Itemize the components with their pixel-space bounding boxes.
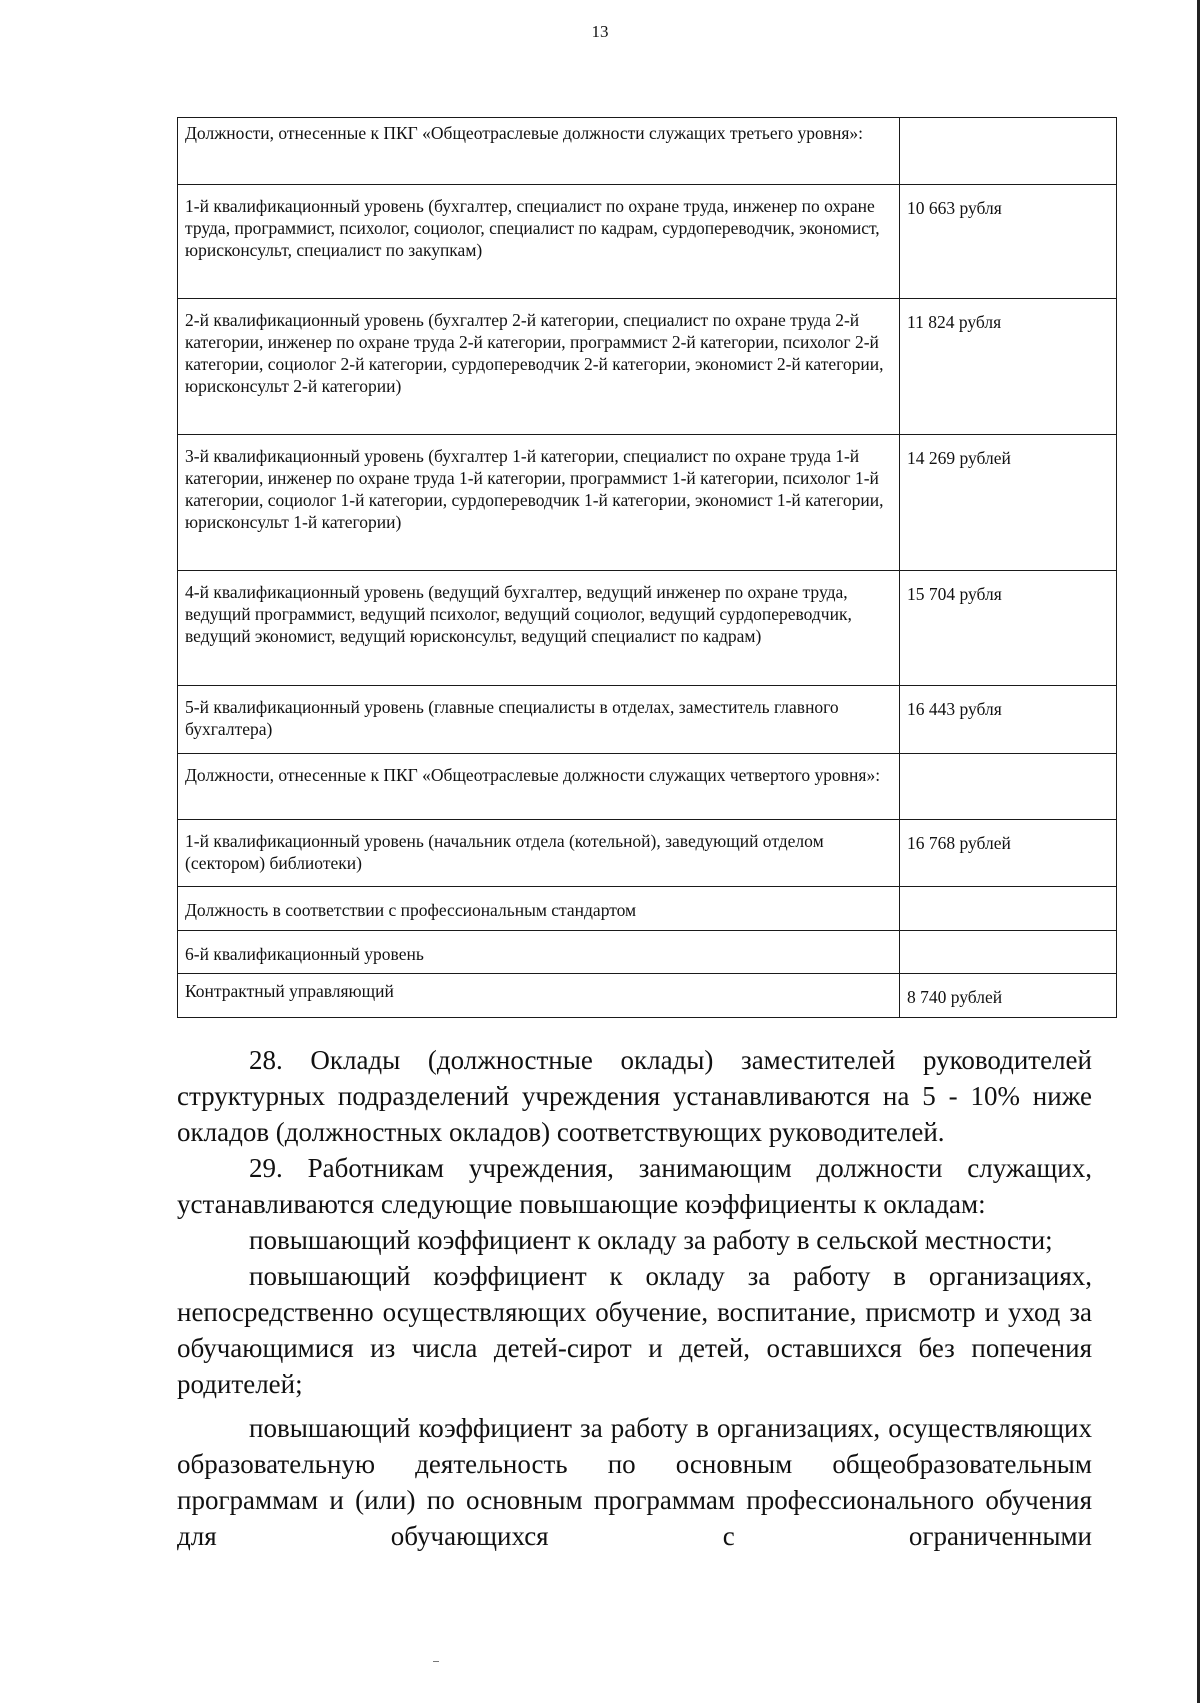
table-row — [178, 686, 1117, 754]
position-cell: Должность в соответствии с профессиональным стандартом — [178, 887, 900, 931]
salary-cell: 14 269 рублей — [900, 435, 1117, 571]
salary-cell — [900, 754, 1117, 820]
salary-cell: 16 768 рублей — [900, 820, 1117, 887]
page-number: 13 — [591, 22, 609, 41]
coefficient-item-rural: повышающий коэффициент к окладу за работу в сельской местности; — [249, 1225, 1053, 1255]
position-cell: Должности, отнесенные к ПКГ «Общеотраслевые должности служащих третьего уровня»: — [178, 118, 900, 185]
position-cell: Должности, отнесенные к ПКГ «Общеотраслевые должности служащих четвертого уровня»: — [178, 754, 900, 820]
table-row — [178, 118, 1117, 185]
position-cell: 5-й квалификационный уровень (главные специалисты в отделах, заместитель главного бухгалтера) — [178, 686, 900, 754]
position-cell: 4-й квалификационный уровень (ведущий бухгалтер, ведущий инженер по охране труда, ведущий программист, ведущий психолог, ведущий социолог, ведущий сурдопереводчик, ведущий экономист, ведущий юрисконсульт, ведущий специалист по кадрам) — [178, 571, 900, 686]
coefficient-item-special-education: повышающий коэффициент за работу в организациях, осуществляющих образовательную деятельность по основным общеобразовательным программам и (или) по основным программам профессионального обучения для обучающихся с ограниченными — [177, 1413, 1092, 1551]
table-row — [178, 931, 1117, 974]
salary-cell: 16 443 рубля — [900, 686, 1117, 754]
position-cell: 2-й квалификационный уровень (бухгалтер 2-й категории, специалист по охране труда 2-й категории, инженер по охране труда 2-й категории, программист 2-й категории, психолог 2-й категории, социолог 2-й категории, сурдопереводчик 2-й категории, экономист 2-й категории, юрисконсульт 2-й категории) — [178, 299, 900, 435]
table-row — [178, 820, 1117, 887]
table-row — [178, 754, 1117, 820]
salary-cell — [900, 887, 1117, 931]
position-cell: Контрактный управляющий — [178, 974, 900, 1018]
salary-cell — [900, 118, 1117, 185]
salary-cell: 8 740 рублей — [900, 974, 1117, 1018]
salary-cell: 10 663 рубля — [900, 185, 1117, 299]
position-cell: 3-й квалификационный уровень (бухгалтер 1-й категории, специалист по охране труда 1-й категории, инженер по охране труда 1-й категории, программист 1-й категории, психолог 1-й категории, социолог 1-й категории, сурдопереводчик 1-й категории, экономист 1-й категории, юрисконсульт 1-й категории) — [178, 435, 900, 571]
scan-mark — [433, 1661, 439, 1662]
table-row — [178, 887, 1117, 931]
salary-cell: 11 824 рубля — [900, 299, 1117, 435]
salary-table — [177, 117, 1117, 1018]
body-text — [177, 1042, 1092, 1554]
salary-cell: 15 704 рубля — [900, 571, 1117, 686]
table-row — [178, 185, 1117, 299]
coefficient-item-orphans: повышающий коэффициент к окладу за работу в организациях, непосредственно осуществляющих обучение, воспитание, присмотр и уход за обучающимися из числа детей-сирот и детей, оставшихся без попечения родителей; — [177, 1261, 1092, 1399]
table-row — [178, 299, 1117, 435]
position-cell: 1-й квалификационный уровень (бухгалтер, специалист по охране труда, инженер по охране труда, программист, психолог, социолог, специалист по кадрам, сурдопереводчик, экономист, юрисконсульт, специалист по закупкам) — [178, 185, 900, 299]
position-cell: 6-й квалификационный уровень — [178, 931, 900, 974]
table-row — [178, 435, 1117, 571]
paragraph-28: 28. Оклады (должностные оклады) заместителей руководителей структурных подразделений учреждения устанавливаются на 5 - 10% ниже окладов (должностных окладов) соответствующих руководителей. — [177, 1045, 1092, 1147]
position-cell: 1-й квалификационный уровень (начальник отдела (котельной), заведующий отделом (сектором) библиотеки) — [178, 820, 900, 887]
salary-cell — [900, 931, 1117, 974]
paragraph-29: 29. Работникам учреждения, занимающим должности служащих, устанавливаются следующие повышающие коэффициенты к окладам: — [177, 1153, 1092, 1219]
table-row — [178, 571, 1117, 686]
table-row — [178, 974, 1117, 1018]
